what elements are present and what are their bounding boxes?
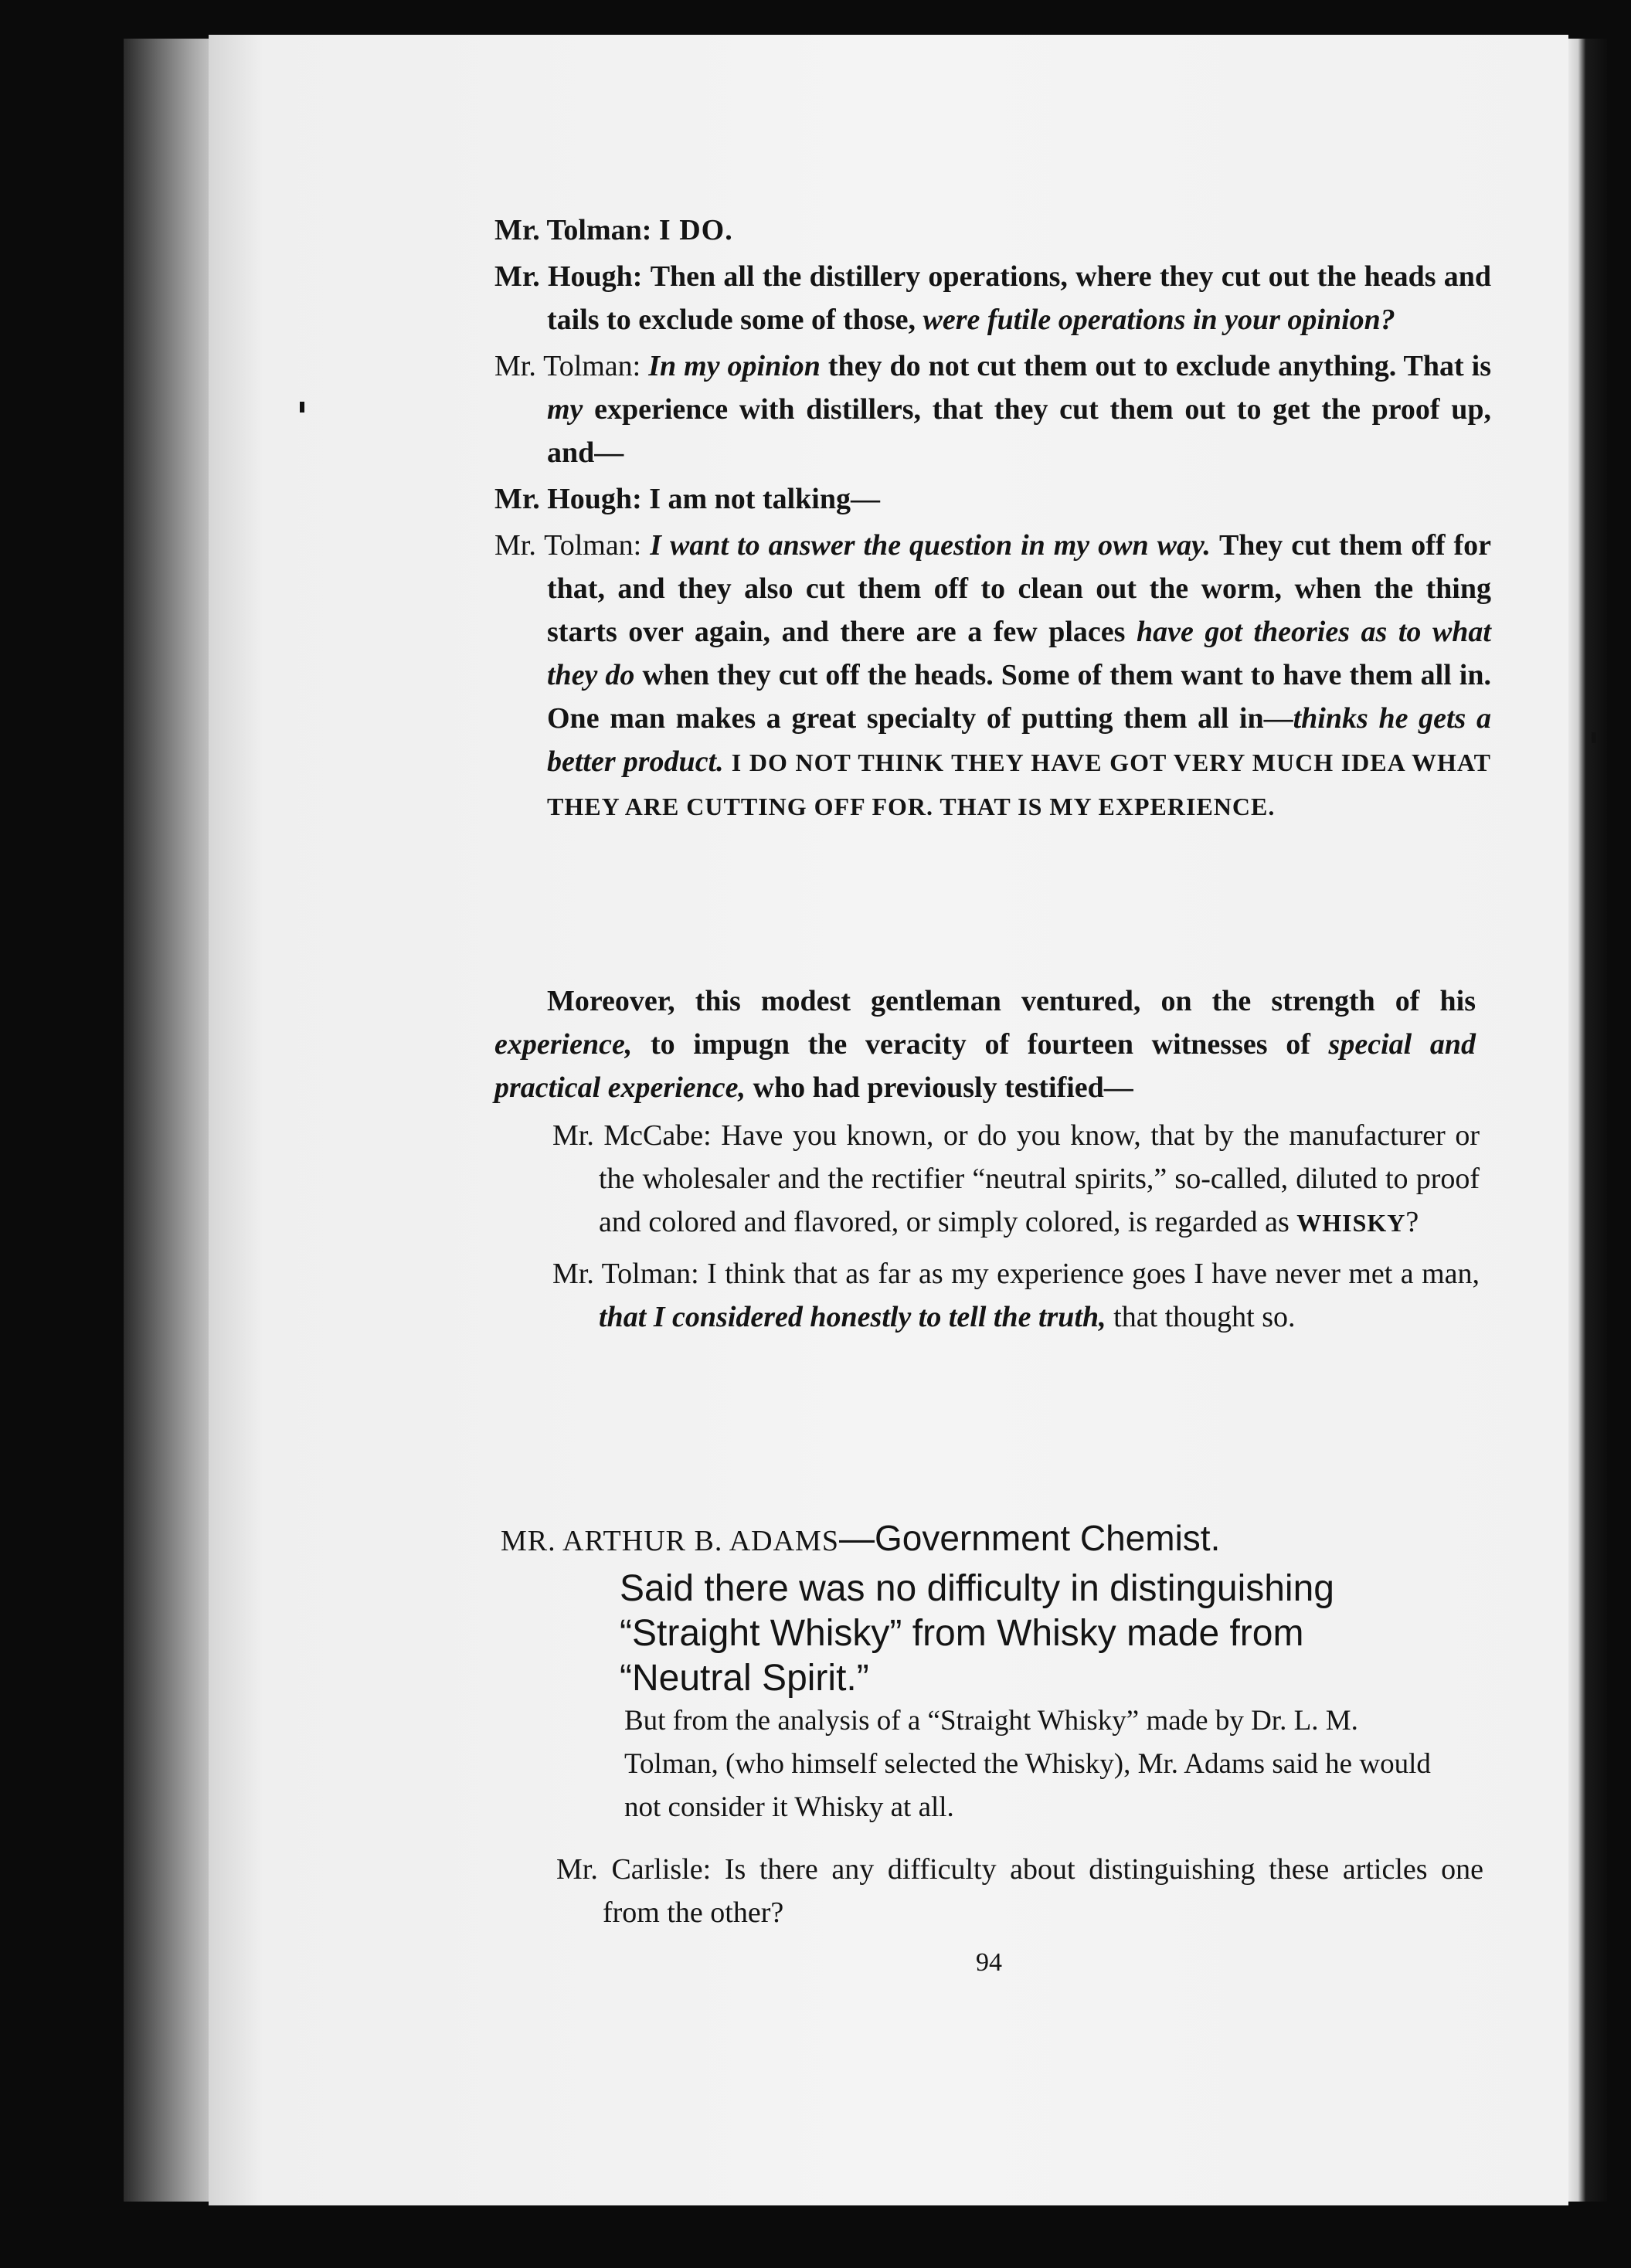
answer-text: they do not cut them out to exclude anything. That is [827,350,1492,382]
speaker-name: Mr. McCabe: [552,1119,712,1152]
witness-note: But from the analysis of a “Straight Whisky” made by Dr. L. M. Tolman, (who himself selected the Whisky), Mr. Adams said he would not consider it Whisky at all. [624,1705,1431,1823]
small-caps-text: WHISKY [1296,1209,1406,1237]
witness-name: MR. ARTHUR B. ADAMS [501,1525,839,1557]
scan-speck [1592,732,1596,743]
testimony-entry [494,209,1491,252]
testimony-entry [494,524,1491,828]
emphasized-text: my [547,393,583,426]
witness-heading [501,1516,1505,1563]
answer-text: I think that as far as my experience goes I have never met a man, [707,1258,1480,1290]
emphasized-text: were futile operations in your opinion? [923,304,1395,336]
emphasized-text: have got theories as to what they do [547,616,1491,691]
testimony-entry [556,1848,1483,1934]
testimony-entry [494,345,1491,474]
question-text: Have you known, or do you know, that by the manufacturer or the wholesaler and the rectifier “neutral spirits,” so-called, diluted to proof and colored and flavored, or simply colored, is regarded as [599,1119,1480,1238]
speaker-name: Mr. Carlisle: [556,1853,712,1886]
cross-examination-block [552,1114,1480,1342]
paragraph-text: to impugn the veracity of fourteen witnesses of [651,1028,1310,1061]
question-mark: ? [1405,1206,1419,1238]
speaker-name: Mr. Tolman: [494,350,641,382]
paragraph-text: Moreover, this modest gentleman ventured, on the strength of his [547,985,1476,1017]
page-number: 94 [976,1948,1002,1977]
answer-text: They cut them off for that, and they also cut them off to clean out the worm, when the thing starts over again, and there are a few places [547,529,1492,648]
speaker-name: Mr. Hough: [494,260,643,293]
emphasized-text: special and practical experience, [494,1028,1476,1104]
emphasized-text: In my opinion [648,350,821,382]
testimony-entry [552,1252,1480,1339]
answer-text: that thought so. [1113,1301,1296,1333]
witness-summary: Said there was no difficulty in distinguishing “Straight Whisky” from Whisky made from “Neutral Spirit.” [620,1568,1334,1699]
answer-text: when they cut off the heads. Some of them want to have them all in. One man makes a great specialty of putting them all in— [547,659,1491,735]
scan-speck [300,402,304,413]
speaker-name: Mr. Hough: [494,483,642,515]
facing-page-edge [1568,39,1607,2202]
question-text: Is there any difficulty about distinguishing these articles one from the other? [603,1853,1484,1929]
narrative-paragraph [494,980,1476,1109]
answer-text: I DO. [658,214,733,246]
emphasized-text: thinks he gets a better product. [547,702,1491,778]
emphasized-text: that I considered honestly to tell the truth, [599,1301,1106,1333]
paragraph-text: who had previously testified— [753,1071,1133,1104]
speaker-name: Mr. Tolman: [494,529,642,562]
small-caps-text: I DO NOT THINK THEY HAVE GOT VERY MUCH IDEA WHAT THEY ARE CUTTING OFF FOR. THAT IS MY EXPERIENCE. [547,749,1492,820]
final-question-block [556,1848,1483,1937]
speaker-name: Mr. Tolman: [552,1258,699,1290]
emphasized-text: experience, [494,1028,633,1061]
testimony-entry [552,1114,1480,1244]
question-text: I am not talking— [649,483,881,515]
question-text: Then all the distillery operations, where they cut out the heads and tails to exclude some of those, [547,260,1491,336]
testimony-entry [494,255,1491,341]
speaker-name: Mr. Tolman: [494,214,652,246]
testimony-entry [494,477,1491,521]
witness-title: —Government Chemist. [838,1518,1221,1558]
emphasized-text: I want to answer the question in my own way. [650,529,1211,562]
testimony-block [494,209,1491,831]
answer-text: experience with distillers, that they cut them out to get the proof up, and— [547,393,1491,469]
